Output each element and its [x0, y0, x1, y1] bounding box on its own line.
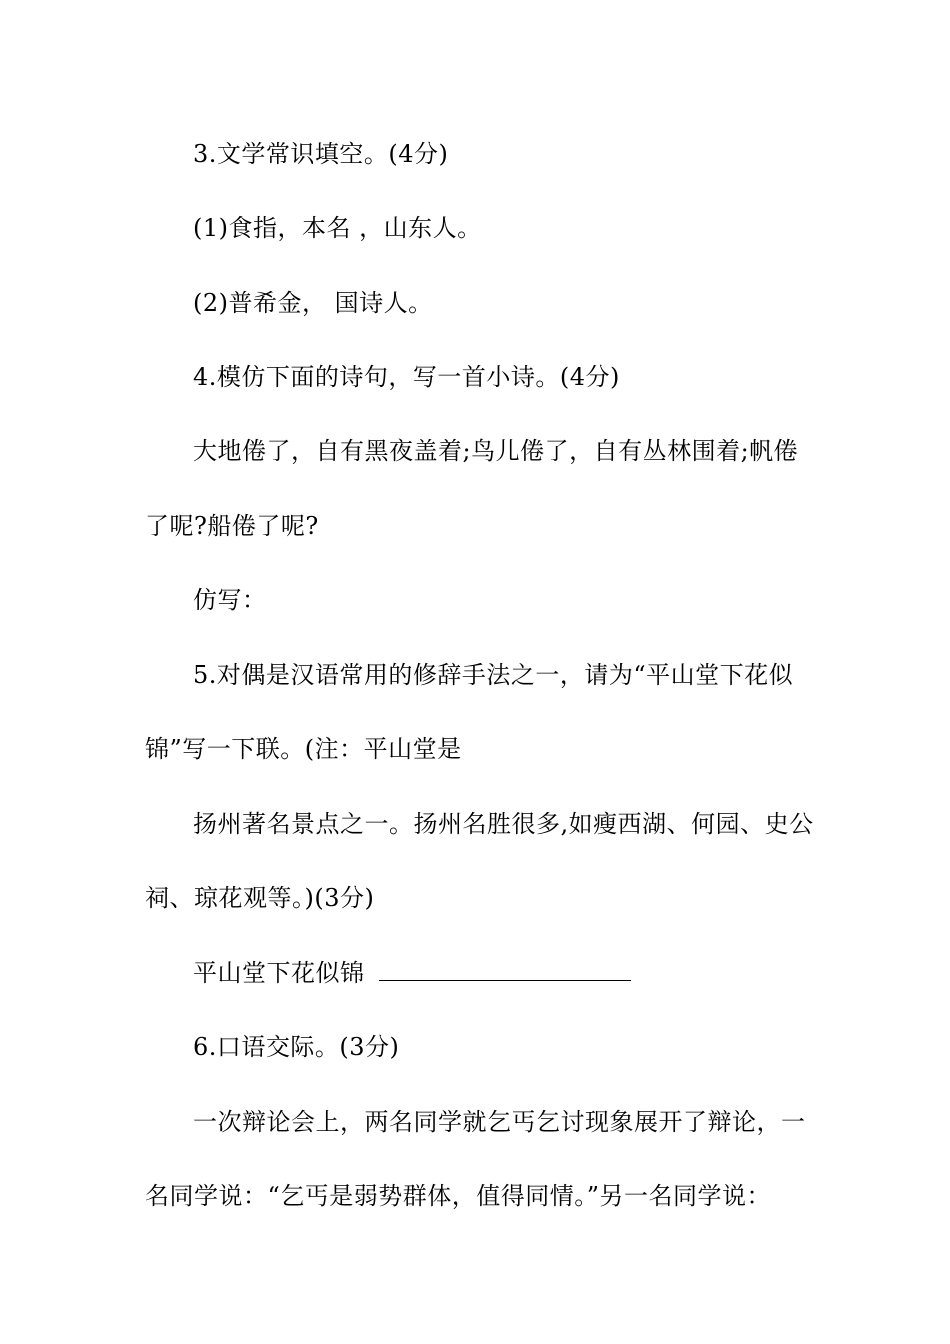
question-3-item-1: (1)食指，本名 ，山东人。: [193, 214, 482, 242]
question-5-couplet-first-line: 平山堂下花似锦: [193, 959, 365, 987]
question-3-title: 3.文学常识填空。(4分): [193, 140, 449, 168]
question-3-item-2: (2)普希金， 国诗人。: [193, 289, 433, 317]
answer-blank: [379, 958, 631, 981]
question-5-title-line-1: 5.对偶是汉语常用的修辞手法之一，请为“平山堂下花似: [193, 661, 794, 689]
question-6-text-line-2: 名同学说：“乞丐是弱势群体，值得同情。”另一名同学说：: [145, 1182, 772, 1210]
question-6-text-line-1: 一次辩论会上，两名同学就乞丐乞讨现象展开了辩论，一: [193, 1108, 806, 1136]
question-4-title: 4.模仿下面的诗句，写一首小诗。(4分): [193, 363, 620, 391]
question-4-poem-line-2: 了呢?船倦了呢?: [145, 512, 319, 540]
question-5-couplet-row: [193, 957, 631, 989]
question-5-note-line-2: 祠、琼花观等。)(3分): [145, 884, 375, 912]
question-4-imitate-label: 仿写：: [193, 586, 267, 614]
question-4-poem-line-1: 大地倦了，自有黑夜盖着;鸟儿倦了，自有丛林围着;帆倦: [193, 437, 799, 465]
question-5-title-line-2: 锦”写一下联。(注：平山堂是: [145, 735, 462, 763]
question-6-title: 6.口语交际。(3分): [193, 1033, 400, 1061]
question-5-note-line-1: 扬州著名景点之一。扬州名胜很多,如瘦西湖、何园、史公: [193, 810, 814, 838]
